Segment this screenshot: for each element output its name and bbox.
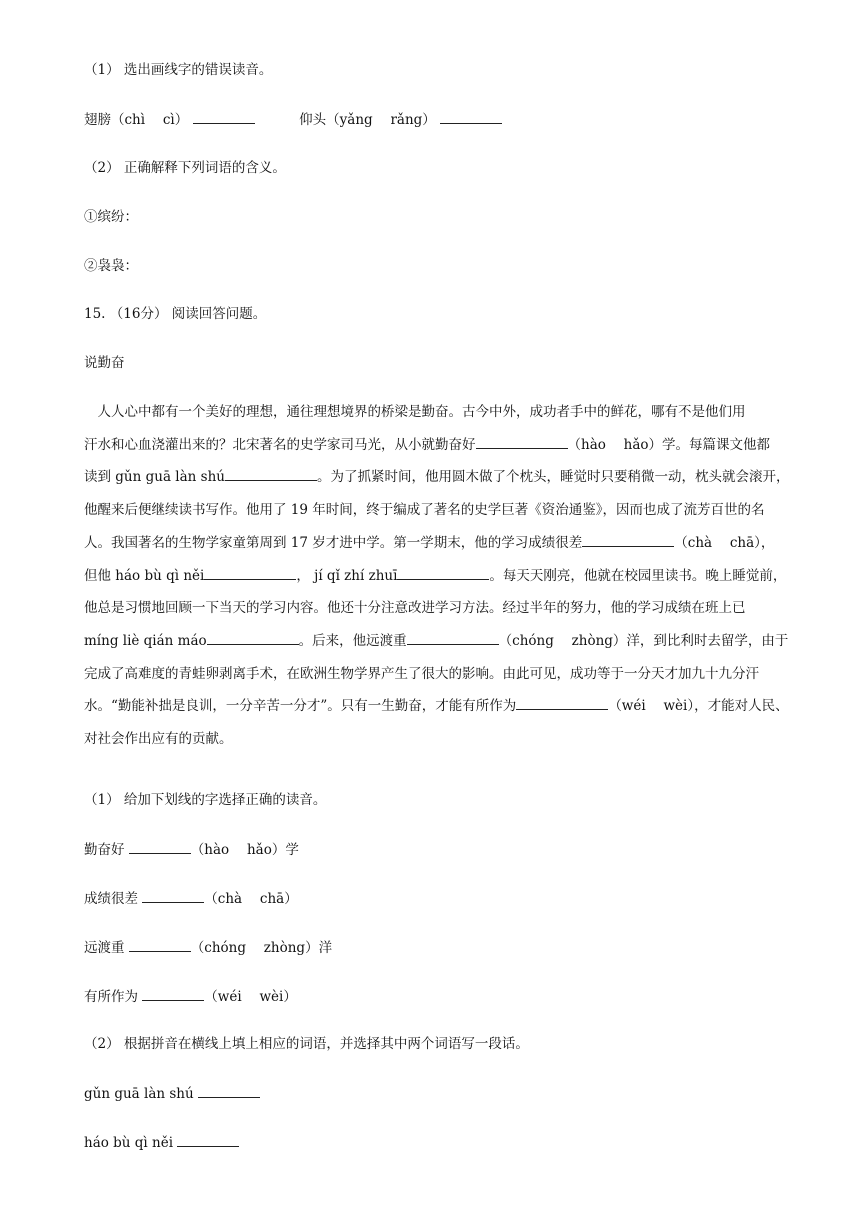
answer-blank[interactable] [193, 109, 255, 124]
answer-blank[interactable] [397, 565, 489, 580]
answer-blank[interactable] [142, 986, 204, 1001]
answer-blank[interactable] [207, 630, 299, 645]
passage-line: 人人心中都有一个美好的理想，通往理想境界的桥梁是勤奋。古今中外，成功者手中的鲜花，哪有不是他们用 [84, 404, 746, 420]
q15-sub1-item: 远渡重 （chóng zhòng）洋 [84, 937, 332, 958]
q15-sub2-label: （2） 根据拼音在横线上填上相应的词语，并选择其中两个词语写一段话。 [84, 1036, 529, 1052]
passage-line: 完成了高难度的青蛙卵剥离手术，在欧洲生物学界产生了很大的影响。由此可见，成功等于一分天才加九十九分汗 [84, 665, 759, 682]
answer-blank[interactable] [142, 888, 204, 903]
passage-line: míng liè qián máo 。后来，他远渡重 （chóng zhòng）洋，到比利时去留学，由于 [84, 625, 812, 658]
passage-line: 读到 gǔn guā làn shú 。为了抓紧时间，他用圆木做了个枕头，睡觉时只要稍微一动，枕头就会滚开， [84, 461, 812, 494]
q14-item1-word: 翅膀（chì cì） [84, 112, 189, 128]
answer-blank[interactable] [440, 109, 502, 124]
answer-blank[interactable] [225, 466, 317, 481]
q15-sub1-item: 有所作为 （wéi wèi） [84, 986, 297, 1007]
passage-line: 水。“勤能补拙是良训，一分辛苦一分才”。只有一生勤奋，才能有所作为 （wéi wèi），才能对人民、 [84, 690, 812, 723]
passage [84, 396, 812, 756]
passage-title: 说勤奋 [84, 355, 125, 371]
q14-sub2-item2: ②袅袅： [84, 258, 138, 274]
q14-sub1-items [84, 109, 502, 130]
passage-line: 人。我国著名的生物学家童第周到 17 岁才进中学。第一学期末，他的学习成绩很差 （chà chā）， [84, 527, 812, 560]
passage-line: 但他 háo bù qì něi ， jí qǐ zhí zhuī 。每天天刚亮，他就在校园里读书。晚上睡觉前， [84, 560, 812, 593]
q15-header: 15. （16分） 阅读回答问题。 [84, 306, 267, 322]
q15-sub1-label: （1） 给加下划线的字选择正确的读音。 [84, 792, 327, 808]
passage-line: 他总是习惯地回顾一下当天的学习内容。他还十分注意改进学习方法。经过半年的努力，他的学习成绩在班上已 [84, 600, 746, 617]
answer-blank[interactable] [516, 695, 608, 710]
q14-item2-word: 仰头（yǎng rǎng） [299, 112, 436, 128]
passage-line: 他醒来后便继续读书写作。他用了 19 年时间，终于编成了著名的史学巨著《资治通鉴》，因而也成了流芳百世的名 [84, 502, 765, 519]
answer-blank[interactable] [198, 1083, 260, 1098]
q15-sub2-item: háo bù qì něi [84, 1132, 239, 1153]
answer-blank[interactable] [177, 1132, 239, 1147]
answer-blank[interactable] [476, 434, 568, 449]
passage-line: 汗水和心血浇灌出来的？北宋著名的史学家司马光，从小就勤奋好 （hào hǎo）学。每篇课文他都 [84, 429, 812, 462]
answer-blank[interactable] [407, 630, 499, 645]
answer-blank[interactable] [582, 532, 674, 547]
q15-sub1-item: 成绩很差 （chà chā） [84, 888, 298, 909]
answer-blank[interactable] [204, 565, 296, 580]
q14-sub2-label: （2） 正确解释下列词语的含义。 [84, 160, 286, 176]
q14-sub2-item1: ①缤纷： [84, 209, 138, 225]
answer-blank[interactable] [129, 937, 191, 952]
q15-sub1-item: 勤奋好 （hào hǎo）学 [84, 839, 299, 860]
answer-blank[interactable] [129, 839, 191, 854]
q15-sub2-item: gǔn guā làn shú [84, 1083, 260, 1104]
q14-sub1-label: （1） 选出画线字的错误读音。 [84, 62, 273, 78]
passage-line: 对社会作出应有的贡献。 [84, 731, 233, 748]
